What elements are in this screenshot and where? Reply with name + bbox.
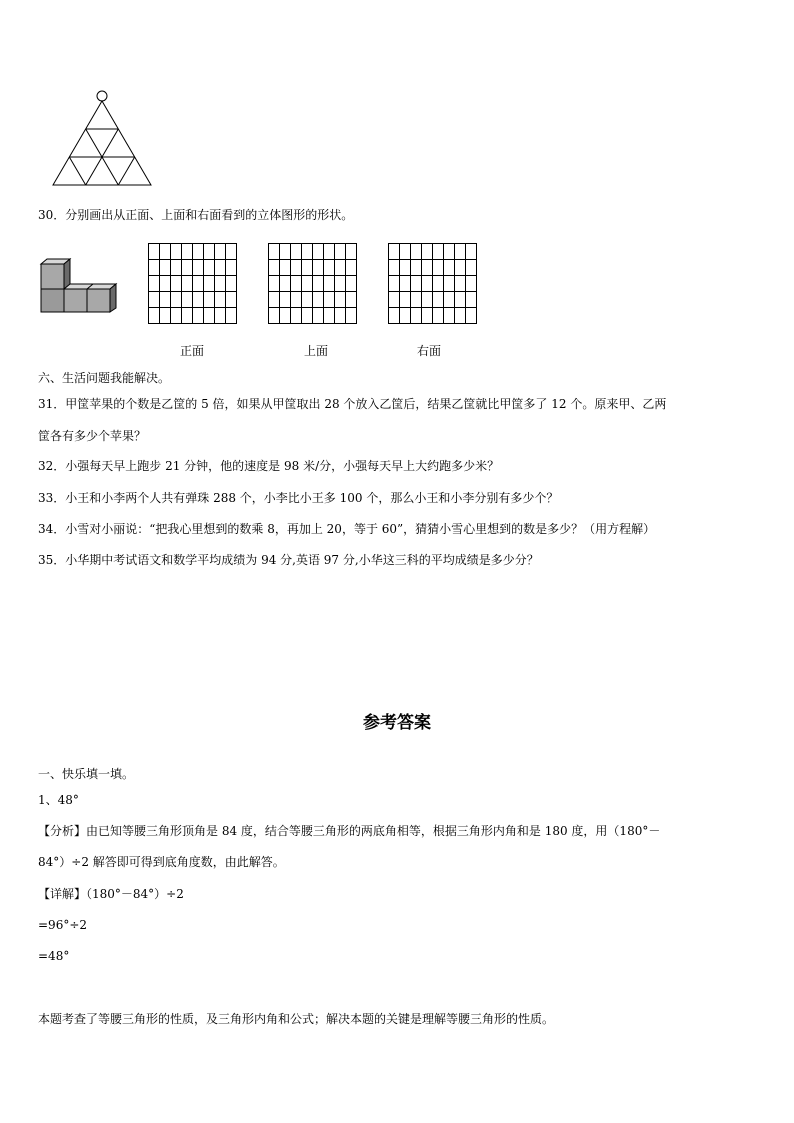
question-34: 34．小雪对小丽说：“把我心里想到的数乘 8，再加上 20，等于 60”，猜猜小雪心里想到的数是多少？（用方程解） [38, 522, 656, 536]
grid-front [148, 243, 237, 324]
question-31-line-1: 31．甲筐苹果的个数是乙筐的 5 倍，如果从甲筐取出 28 个放入乙筐后，结果乙筐就比甲筐多了 12 个。原来甲、乙两 [38, 397, 667, 411]
question-35: 35．小华期中考试语文和数学平均成绩为 94 分,英语 97 分,小华这三科的平均成绩是多少分？ [38, 553, 539, 567]
detail-step-1: =96°÷2 [38, 918, 88, 932]
cube-side-face [110, 284, 116, 312]
answer-title: 参考答案 [363, 713, 431, 733]
grid-right [388, 243, 477, 324]
label-front: 正面 [180, 344, 205, 358]
section-6-heading: 六、生活问题我能解决。 [38, 371, 171, 385]
analysis-line-1: 【分析】由已知等腰三角形顶角是 84 度，结合等腰三角形的两底角相等，根据三角形内角和是 180 度，用（180°－ [38, 824, 661, 838]
summary-line: 本题考查了等腰三角形的性质，及三角形内角和公式；解决本题的关键是理解等腰三角形的性质。 [38, 1012, 555, 1026]
detail-line: 【详解】（180°－84°）÷2 [38, 887, 184, 901]
answer-1: 1、48° [38, 793, 79, 807]
section-1-heading: 一、快乐填一填。 [38, 767, 135, 781]
question-32: 32．小强每天早上跑步 21 分钟，他的速度是 98 米/分，小强每天早上大约跑多少米？ [38, 459, 500, 473]
triangle-line [118, 157, 134, 185]
top-circle [97, 91, 107, 101]
cube-front-face [41, 289, 64, 312]
triangle-line [69, 157, 85, 185]
analysis-line-2: 84°）÷2 解答即可得到底角度数，由此解答。 [38, 855, 285, 869]
cube-front-face [64, 289, 87, 312]
cube-figure [38, 256, 120, 314]
cube-front-face [41, 264, 64, 289]
question-33: 33．小王和小李两个人共有弹珠 288 个，小李比小王多 100 个，那么小王和小李分别有多少个？ [38, 491, 559, 505]
grid-top [268, 243, 357, 324]
detail-step-2: =48° [38, 949, 70, 963]
label-top: 上面 [304, 344, 329, 358]
question-30: 30．分别画出从正面、上面和右面看到的立体图形的形状。 [38, 208, 354, 222]
label-right: 右面 [417, 344, 442, 358]
outer-triangle [53, 101, 151, 185]
triangle-figure [48, 88, 158, 190]
question-31-line-2: 筐各有多少个苹果？ [38, 429, 147, 443]
cube-front-face [87, 289, 110, 312]
